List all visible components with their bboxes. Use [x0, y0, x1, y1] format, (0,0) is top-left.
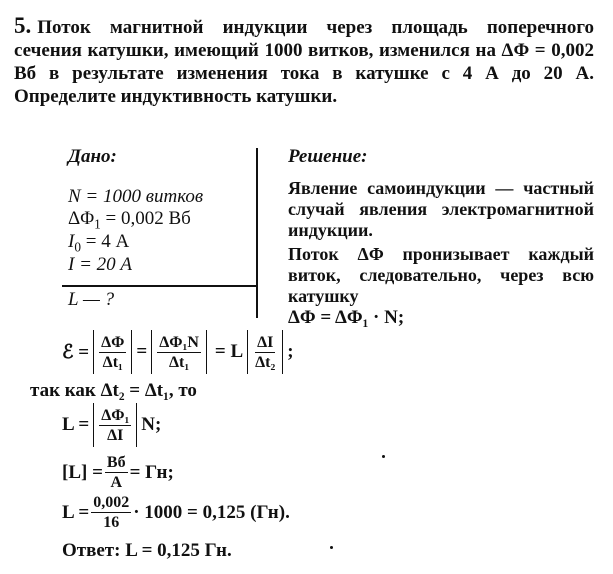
eq-l: L = $\frac{\text{ΔΦ₁}}{\Delta I}$ N; — [62, 403, 161, 447]
eq-calc: L = $\frac{0,002}{16}$ · 1000 = 0,125 (Гн). — [62, 494, 290, 531]
eq-flux: ΔΦ = ΔΦ₁ · N; — [288, 307, 405, 328]
given-dphi: $\Delta\Phi_1 = 0,002$ Вб — [68, 208, 191, 232]
vertical-divider — [256, 148, 258, 318]
speck — [330, 546, 333, 549]
since-line: так как Δt₂ = Δt₁, то — [30, 380, 197, 401]
answer: Ответ: L = 0,125 Гн. — [62, 540, 232, 561]
solution-text-2: Поток ΔΦ пронизывает каждый виток, следовательно, через всю катушку — [288, 244, 594, 306]
horizontal-divider — [62, 285, 258, 287]
problem-statement — [14, 14, 594, 108]
speck — [382, 455, 385, 458]
eq-units: [L] = $\frac{Вб}{А}$ = Гн; — [62, 454, 174, 491]
given-n: N = 1000 витков — [68, 186, 204, 207]
find-l: L — ? — [68, 289, 115, 310]
given-heading: Дано: — [68, 146, 117, 167]
eq-emf: ℰ = $\frac{\Delta\Phi}{\text{Δt₁}}$ = $\frac{\text{ΔΦ₁N}}{\text{Δt₁}}$ = L $\frac{\Delta I}{\text{Δt₂}}$ ; — [62, 330, 294, 374]
problem-text: Поток магнитной индукции через площадь поперечного сечения катушки, имеющий 1000 витков, изменился на ΔΦ = 0,002 Вб в результате изменения тока в катушке с 4 А до 20 А. Определите индуктивность катушки. — [14, 17, 594, 107]
solution-text-1: Явление самоиндукции — частный случай явления электромагнитной индукции. — [288, 178, 594, 240]
given-i: I = 20 А — [68, 254, 133, 275]
problem-number: 5. — [14, 13, 32, 38]
given-i0: $I_0 = 4$ А — [68, 231, 130, 255]
solution-heading: Решение: — [288, 146, 368, 167]
